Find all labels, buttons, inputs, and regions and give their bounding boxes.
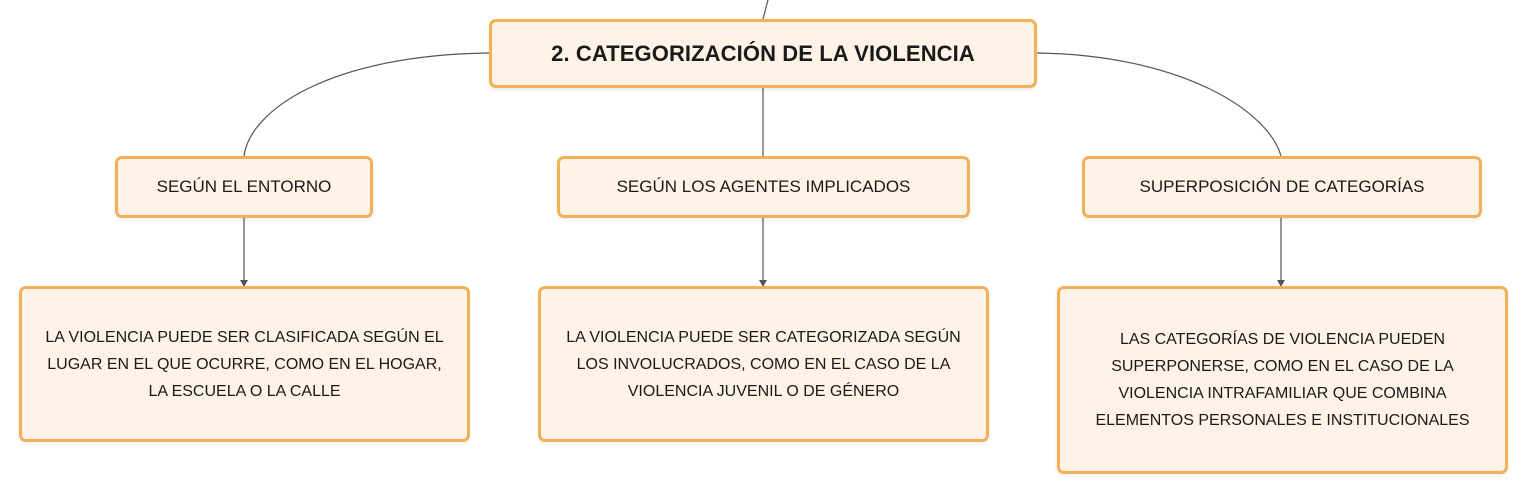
description-node-superposicion[interactable]	[1057, 286, 1508, 474]
connector-root-to-entorno	[244, 53, 489, 156]
category-node-agentes[interactable]	[557, 156, 970, 218]
description-text-superposicion: LAS CATEGORÍAS DE VIOLENCIA PUEDEN SUPERPONERSE, COMO EN EL CASO DE LA VIOLENCIA INTRAFAMILIAR QUE COMBINA ELEMENTOS PERSONALES E INSTITUCIONALES	[1095, 331, 1470, 429]
description-node-entorno[interactable]	[19, 286, 470, 442]
description-text-agentes: LA VIOLENCIA PUEDE SER CATEGORIZADA SEGÚN LOS INVOLUCRADOS, COMO EN EL CASO DE LA VIOLENCIA JUVENIL O DE GÉNERO	[566, 328, 961, 400]
root-node-label: 2. CATEGORIZACIÓN DE LA VIOLENCIA	[551, 40, 975, 66]
category-label-entorno: SEGÚN EL ENTORNO	[156, 177, 332, 196]
description-text-entorno: LA VIOLENCIA PUEDE SER CLASIFICADA SEGÚN EL LUGAR EN EL QUE OCURRE, COMO EN EL HOGAR, LA ESCUELA O LA CALLE	[45, 328, 444, 400]
category-label-superposicion: SUPERPOSICIÓN DE CATEGORÍAS	[1139, 177, 1425, 196]
description-node-agentes[interactable]	[538, 286, 989, 442]
incoming-connector	[763, 0, 768, 19]
category-node-entorno[interactable]	[115, 156, 373, 218]
category-label-agentes: SEGÚN LOS AGENTES IMPLICADOS	[616, 177, 911, 196]
category-node-superposicion[interactable]	[1082, 156, 1482, 218]
root-node[interactable]	[489, 19, 1037, 88]
connector-root-to-superposicion	[1037, 53, 1281, 156]
